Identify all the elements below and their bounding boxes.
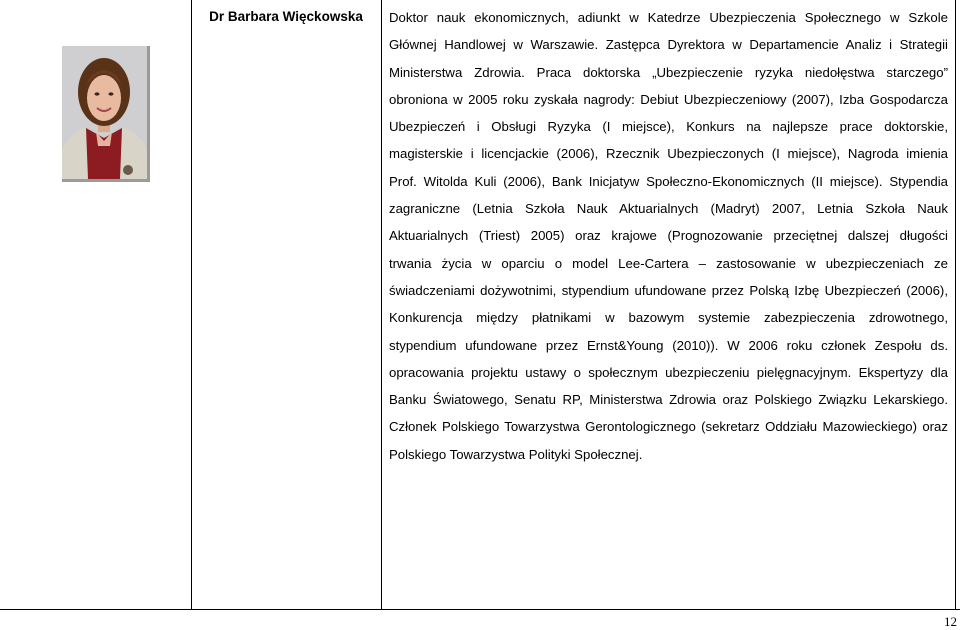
bio-line: Członek Polskiego Towarzystwa Gerontologicznego (sekretarz Oddziału Mazowieckiego) oraz bbox=[389, 419, 948, 435]
bio-line: Prof. Witolda Kuli (2006), Bank Inicjatyw Społeczno-Ekonomicznych (II miejsce). Stypendia bbox=[389, 173, 948, 189]
bio-line: Banku Światowego, Senatu RP, Ministerstwa Zdrowia oraz Polskiego Związku Lekarskiego. bbox=[389, 392, 948, 408]
portrait-photo bbox=[62, 46, 150, 182]
biography-text bbox=[389, 4, 948, 468]
column-divider bbox=[955, 0, 956, 609]
bio-line: obroniona w 2005 roku zyskała nagrody: Debiut Ubezpieczeniowy (2007), Izba Gospodarcza bbox=[389, 91, 948, 107]
bio-line: Aktuarialnych (Triest) 2005) oraz krajowe (Prognozowanie przeciętnej dalszej długości bbox=[389, 228, 948, 244]
bio-line: opracowania projektu ustawy o społecznym ubezpieczeniu pielęgnacyjnym. Ekspertyzy dla bbox=[389, 364, 948, 380]
bio-line: trwania życia w oparciu o model Lee-Cartera – zastosowanie w ubezpieczeniach ze bbox=[389, 255, 948, 271]
bio-line: zagraniczne (Letnia Szkoła Nauk Aktuarialnych (Madryt) 2007, Letnia Szkoła Nauk bbox=[389, 201, 948, 217]
column-divider bbox=[381, 0, 382, 609]
bio-line: Konkurencja między płatnikami w bazowym systemie zabezpieczenia zdrowotnego, bbox=[389, 310, 948, 326]
bio-line: magisterskie i licencjackie (2006), Rzecznik Ubezpieczonych (I miejsce), Nagroda imienia bbox=[389, 146, 948, 162]
bio-line: Głównej Handlowej w Warszawie. Zastępca Dyrektora w Departamencie Analiz i Strategii bbox=[389, 37, 948, 53]
person-name: Dr Barbara Więckowska bbox=[209, 9, 363, 24]
bio-line: Ministerstwa Zdrowia. Praca doktorska „Ubezpieczenie ryzyka niedołęstwa starczego” bbox=[389, 64, 948, 80]
bio-line: świadczeniami dożywotnimi, stypendium ufundowane przez Polską Izbę Ubezpieczeń (2006), bbox=[389, 282, 948, 298]
bio-line: Ubezpieczeń i Obsługi Ryzyka (I miejsce), Konkurs na najlepsze prace doktorskie, bbox=[389, 119, 948, 135]
column-divider bbox=[191, 0, 192, 609]
bio-line: Doktor nauk ekonomicznych, adiunkt w Katedrze Ubezpieczenia Społecznego w Szkole bbox=[389, 10, 948, 25]
bio-line: Polskiego Towarzystwa Polityki Społecznej. bbox=[389, 446, 643, 462]
bio-line: stypendium ufundowane przez Ernst&Young (2010)). W 2006 roku członek Zespołu ds. bbox=[389, 337, 948, 353]
page-number: 12 bbox=[944, 614, 957, 629]
